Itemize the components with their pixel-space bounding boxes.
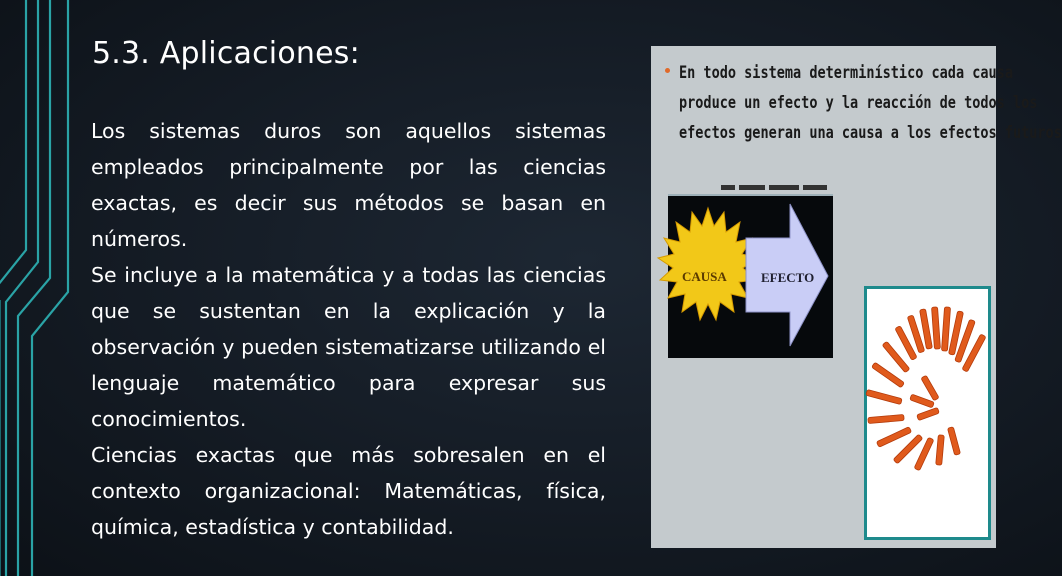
cropped-text-fragment <box>721 177 831 186</box>
image-caption <box>679 58 1062 148</box>
causa-label: CAUSA <box>682 269 727 284</box>
bullet-dot-icon <box>665 68 670 73</box>
paragraph-matematica: Se incluye a la matemática y a todas las ciencias que se sustentan en la explicación y la observación y pueden sistematizarse utilizando el lenguaje matemático para expresar sus conocimientos. <box>91 263 606 431</box>
caption-line: En todo sistema determinístico cada causa <box>679 63 1013 82</box>
caption-line: produce un efecto y la reacción de todos los <box>679 93 1038 112</box>
paragraph-sistemas-duros: Los sistemas duros son aquellos sistemas empleados principalmente por las ciencias exactas, es decir sus métodos se basan en números. <box>91 119 606 251</box>
illustration-image <box>651 46 1062 548</box>
paragraph-ciencias-exactas: Ciencias exactas que más sobresalen en el contexto organizacional: Matemáticas, física, química, estadística y contabilidad. <box>91 443 606 539</box>
cause-effect-diagram <box>668 194 833 358</box>
spiral-graphic <box>864 286 991 540</box>
efecto-label: EFECTO <box>761 270 815 285</box>
slide-body-text <box>91 113 606 545</box>
caption-line: efectos generan una causa a los efectos futuros <box>679 123 1062 142</box>
slide-title: 5.3. Aplicaciones: <box>92 36 360 71</box>
causa-star-icon <box>658 208 758 320</box>
decorative-accent-lines <box>0 0 80 576</box>
